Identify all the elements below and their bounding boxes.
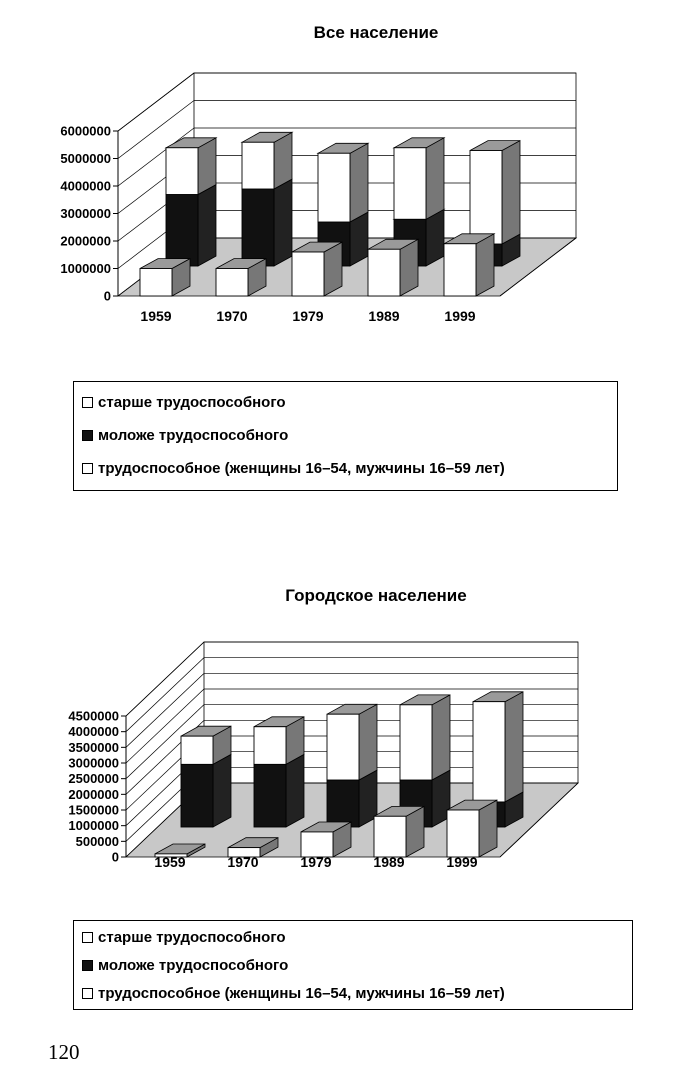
x-category-label: 1999 — [444, 308, 476, 324]
bar-younger — [254, 754, 304, 827]
bar-younger — [166, 185, 216, 266]
bar-older — [368, 239, 418, 296]
y-tick-label: 0 — [111, 849, 119, 865]
bar-working — [400, 695, 450, 780]
bar-younger — [242, 179, 292, 266]
chart-title: Городское население — [285, 586, 467, 605]
y-tick-label: 3500000 — [68, 739, 119, 755]
x-category-label: 1979 — [292, 308, 324, 324]
grid-line-side — [118, 73, 194, 131]
legend-swatch-working — [82, 463, 93, 474]
legend-swatch-working — [82, 988, 93, 999]
bar-older-front — [368, 249, 400, 296]
bar-working — [318, 143, 368, 222]
bar-younger-side — [198, 185, 216, 266]
bar-working-front — [166, 148, 198, 195]
legend-item-working — [82, 985, 505, 1002]
bar-working-front — [470, 151, 502, 245]
y-tick-label: 5000000 — [60, 151, 111, 166]
x-category-label: 1979 — [300, 854, 332, 870]
y-tick-label: 500000 — [75, 833, 119, 849]
chart-legend — [73, 920, 633, 1010]
bar-older-side — [476, 234, 494, 296]
y-tick-label: 6000000 — [60, 123, 111, 139]
bar-working-side — [432, 695, 450, 780]
bar-working-front — [394, 148, 426, 220]
legend-item-working — [82, 460, 505, 477]
bar-younger-side — [274, 179, 292, 266]
bar-younger-side — [286, 754, 304, 827]
x-category-label: 1959 — [154, 854, 186, 870]
bar-younger-front — [181, 764, 213, 827]
bar-older — [292, 242, 342, 296]
y-tick-label: 1000000 — [68, 818, 119, 834]
bar-older-front — [444, 244, 476, 296]
page-number: 120 — [48, 1040, 80, 1064]
grid-line-side — [126, 658, 204, 732]
bar-younger-front — [327, 780, 359, 827]
x-category-label: 1970 — [227, 854, 259, 870]
legend-item-younger — [82, 957, 288, 974]
y-tick-label: 1000000 — [60, 261, 111, 276]
legend-item-older — [82, 394, 286, 411]
legend-item-older — [82, 929, 286, 946]
bar-working — [327, 704, 377, 780]
bar-working — [166, 138, 216, 195]
bar-working-side — [502, 141, 520, 244]
bar-older — [140, 259, 190, 296]
y-tick-label: 2000000 — [68, 786, 119, 802]
legend-swatch-older — [82, 932, 93, 943]
bar-older — [447, 800, 497, 857]
bar-younger-front — [242, 189, 274, 266]
bar-working-front — [181, 736, 213, 764]
chart-urban-population — [0, 560, 686, 900]
y-tick-label: 4000000 — [68, 724, 119, 740]
x-category-label: 1970 — [216, 308, 248, 324]
bar-working-front — [473, 702, 505, 802]
bar-working-side — [350, 143, 368, 222]
bar-older — [216, 259, 266, 296]
grid-line-side — [126, 642, 204, 716]
bar-younger-front — [254, 764, 286, 827]
legend-label-older: старше трудоспособного — [98, 394, 286, 411]
legend-label-younger: моложе трудоспособного — [98, 957, 289, 974]
legend-label-working: трудоспособное (женщины 16–54, мужчины 16–59 лет) — [98, 460, 505, 477]
bar-working — [254, 717, 304, 765]
y-tick-label: 1500000 — [68, 802, 119, 818]
bar-working — [470, 141, 520, 244]
bar-working — [242, 132, 292, 189]
y-tick-label: 3000000 — [68, 755, 119, 771]
bar-working-side — [505, 692, 523, 802]
bar-older-front — [140, 269, 172, 297]
legend-label-younger: моложе трудоспособного — [98, 427, 289, 444]
x-category-label: 1999 — [446, 854, 478, 870]
bar-older-front — [216, 269, 248, 297]
bar-working — [181, 726, 231, 764]
bar-younger — [181, 754, 231, 827]
legend-label-older: старше трудоспособного — [98, 929, 286, 946]
y-tick-label: 2500000 — [68, 771, 119, 787]
bar-younger-front — [166, 195, 198, 267]
bar-working-side — [426, 138, 444, 220]
bar-older-front — [447, 810, 479, 857]
legend-swatch-younger — [82, 430, 93, 441]
bar-older — [374, 806, 424, 857]
legend-item-younger — [82, 427, 288, 444]
bar-working — [473, 692, 523, 802]
chart-legend — [73, 381, 618, 491]
y-tick-label: 0 — [103, 288, 111, 304]
y-tick-label: 2000000 — [60, 233, 111, 249]
y-tick-label: 4000000 — [60, 178, 111, 194]
bar-working-front — [327, 714, 359, 780]
x-category-label: 1989 — [368, 308, 400, 324]
chart-all-population — [0, 0, 686, 350]
bar-working-front — [318, 153, 350, 222]
chart-title: Все население — [313, 23, 439, 42]
y-tick-label: 3000000 — [60, 206, 111, 221]
bar-younger-side — [213, 754, 231, 827]
bar-older — [444, 234, 494, 296]
bar-working-side — [359, 704, 377, 780]
legend-swatch-older — [82, 397, 93, 408]
y-tick-label: 4500000 — [68, 708, 119, 724]
bar-older-front — [292, 252, 324, 296]
legend-swatch-younger — [82, 960, 93, 971]
bar-working-front — [254, 727, 286, 765]
bar-working-front — [400, 705, 432, 780]
bar-working-front — [242, 142, 274, 189]
bar-working — [394, 138, 444, 220]
bar-older-front — [374, 816, 406, 857]
legend-label-working: трудоспособное (женщины 16–54, мужчины 16–59 лет) — [98, 985, 505, 1002]
x-category-label: 1989 — [373, 854, 405, 870]
x-category-label: 1959 — [140, 308, 172, 324]
